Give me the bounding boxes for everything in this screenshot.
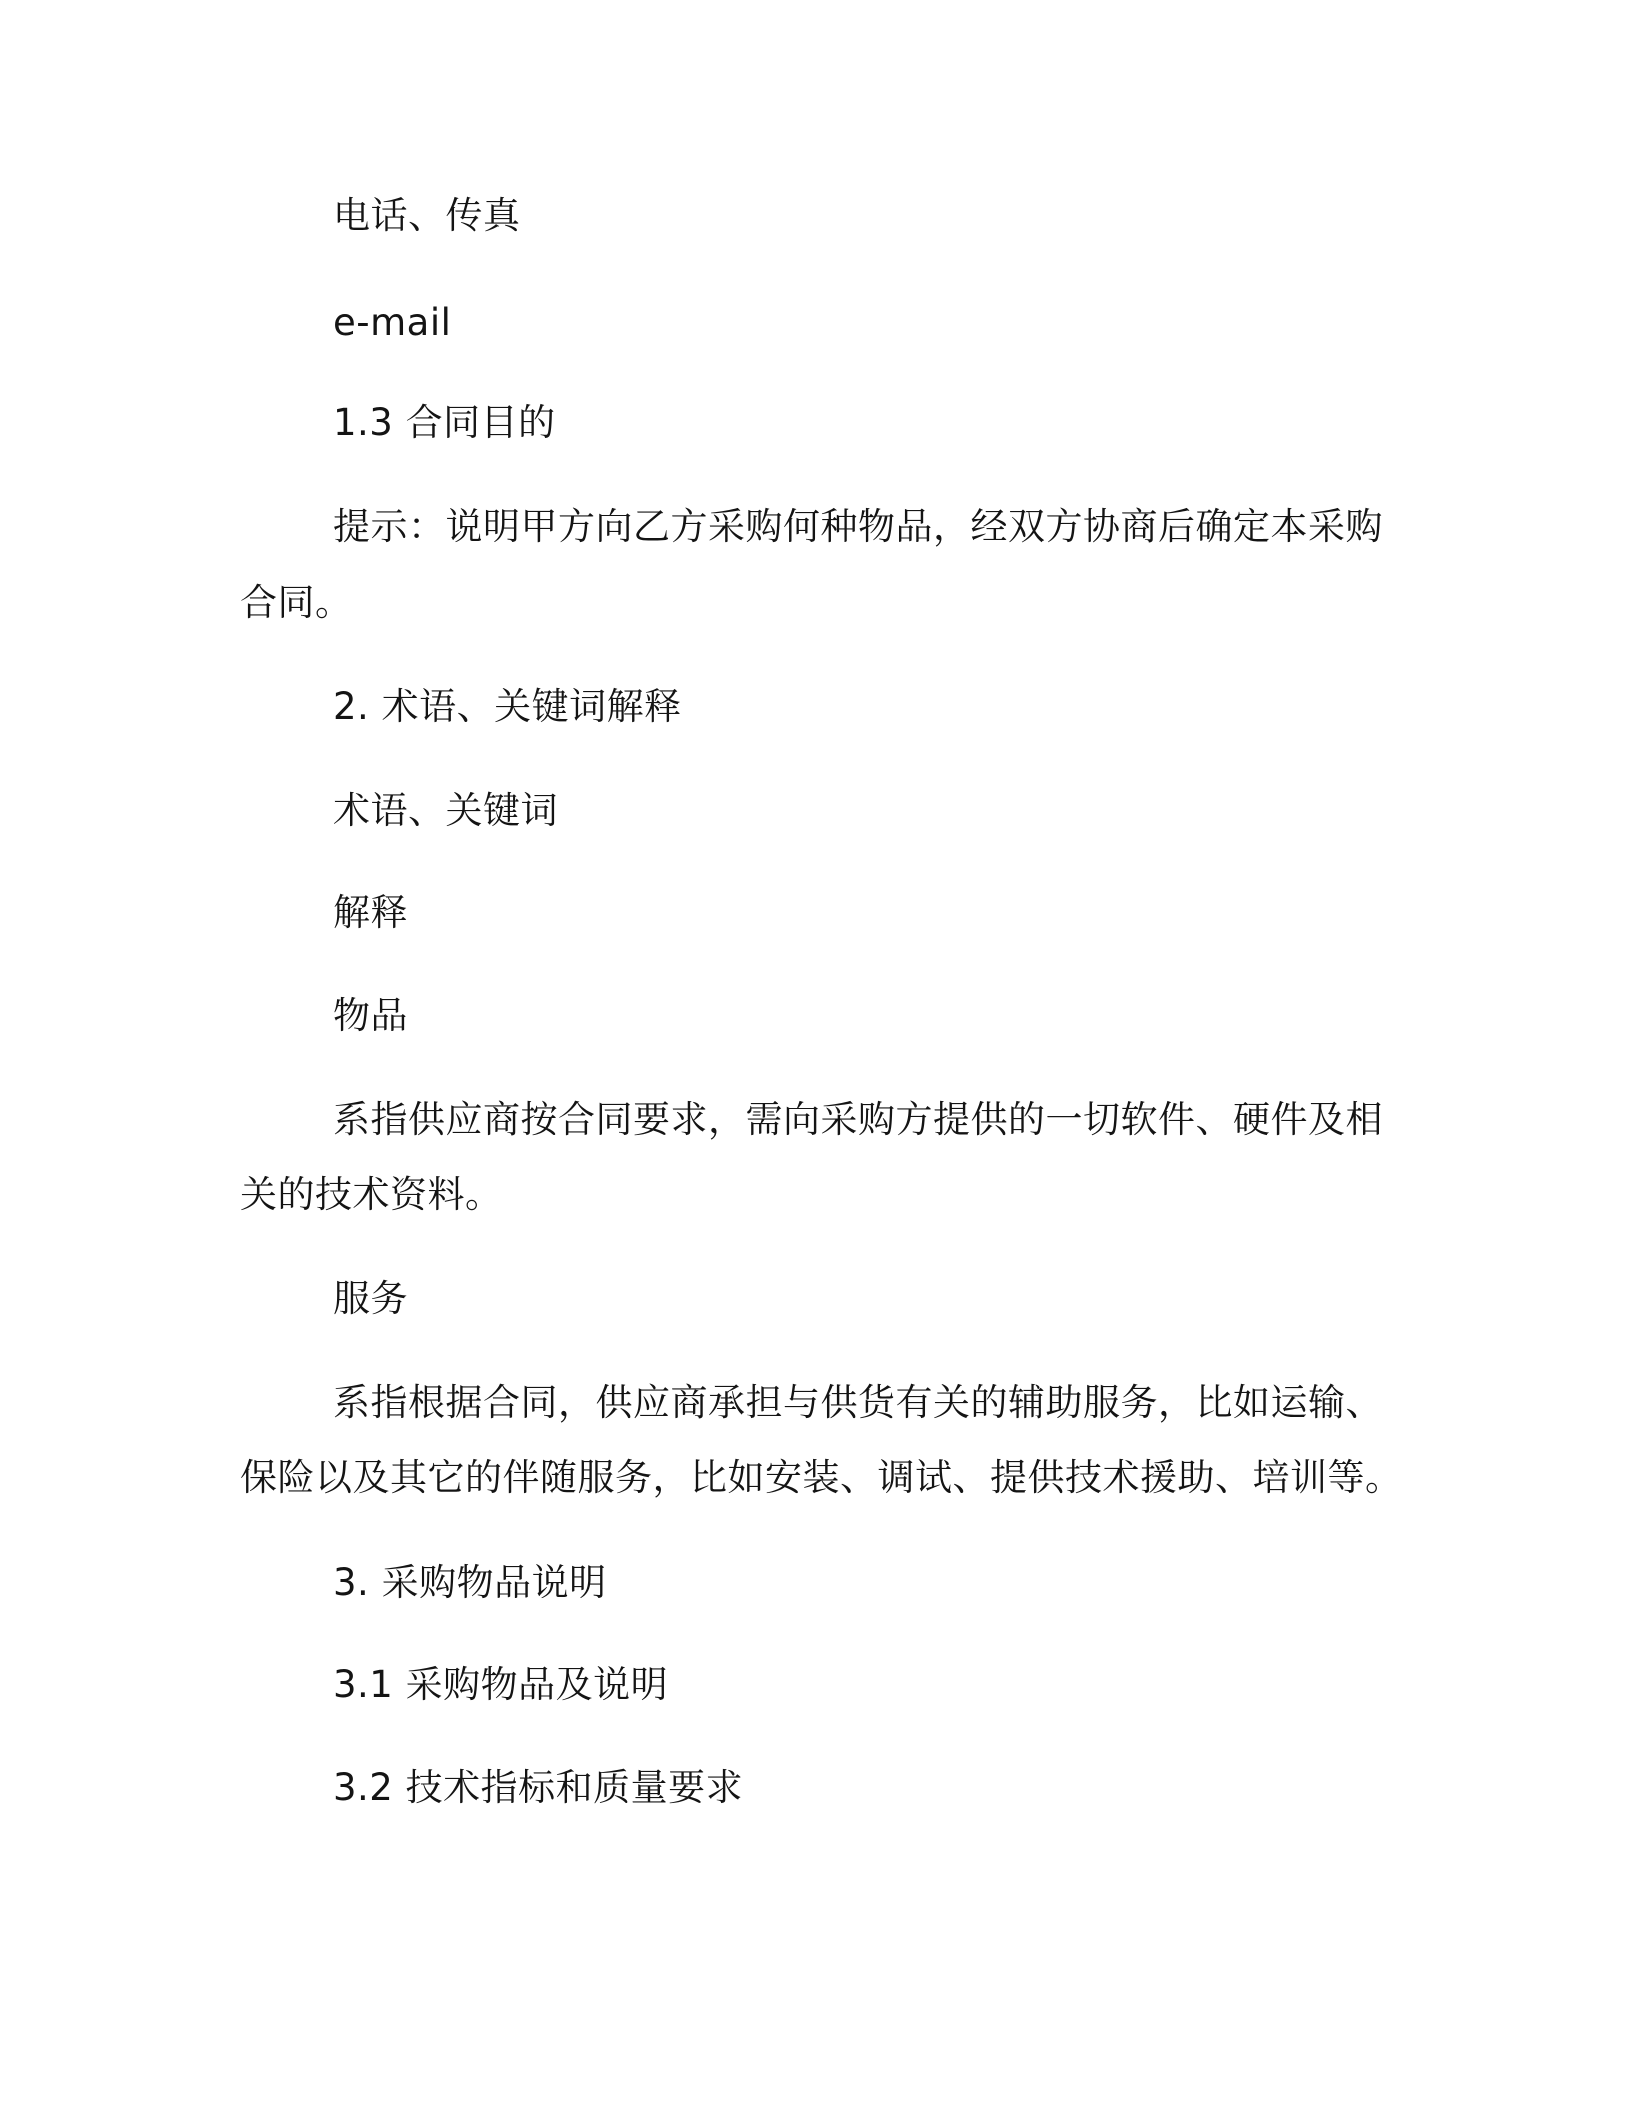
paragraph-goods-line-1: 系指供应商按合同要求，需向采购方提供的一切软件、硬件及相 — [333, 1098, 1383, 1141]
text-line-phone-fax: 电话、传真 — [333, 194, 521, 237]
text-line-terms: 术语、关键词 — [333, 789, 558, 832]
section-heading-2: 2. 术语、关键词解释 — [333, 685, 682, 728]
section-heading-3: 3. 采购物品说明 — [333, 1561, 607, 1604]
paragraph-service-line-2: 保险以及其它的伴随服务，比如安装、调试、提供技术援助、培训等。 — [240, 1456, 1403, 1499]
text-line-explanation: 解释 — [333, 891, 408, 934]
section-heading-1-3: 1.3 合同目的 — [333, 401, 556, 444]
paragraph-service-line-1: 系指根据合同，供应商承担与供货有关的辅助服务，比如运输、 — [333, 1381, 1383, 1424]
paragraph-hint-line-2: 合同。 — [240, 581, 353, 624]
text-line-email: e-mail — [333, 301, 452, 344]
paragraph-goods-line-2: 关的技术资料。 — [240, 1173, 503, 1216]
text-line-service: 服务 — [333, 1277, 408, 1320]
text-line-goods: 物品 — [333, 994, 408, 1037]
section-heading-3-2: 3.2 技术指标和质量要求 — [333, 1766, 744, 1809]
paragraph-hint-line-1: 提示：说明甲方向乙方采购何种物品，经双方协商后确定本采购 — [333, 505, 1383, 548]
section-heading-3-1: 3.1 采购物品及说明 — [333, 1663, 669, 1706]
